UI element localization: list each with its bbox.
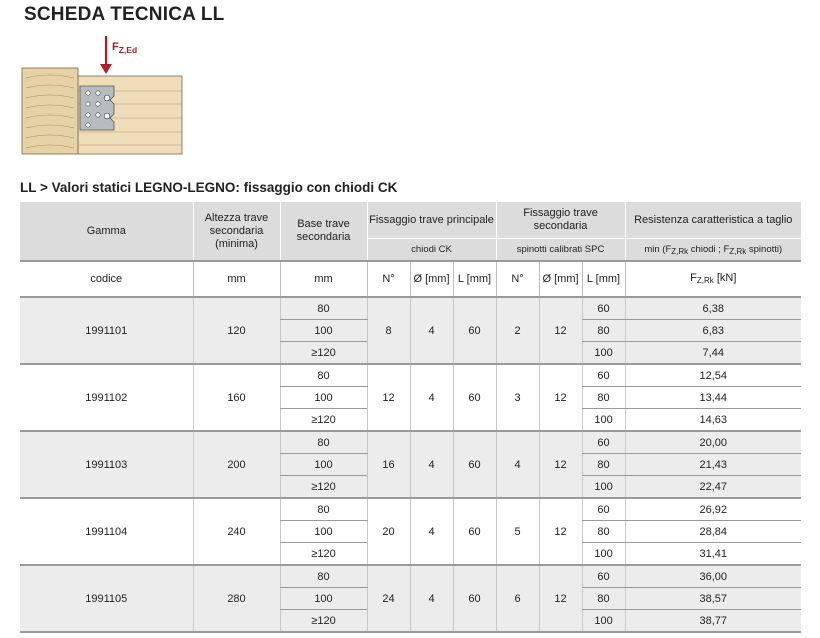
unit-n-chiodi: N° <box>367 261 410 297</box>
force-arrow-icon <box>100 36 112 74</box>
cell-n-chiodi: 20 <box>367 498 410 565</box>
cell-altezza: 280 <box>193 565 280 632</box>
cell-len-spinotti: 100 <box>582 476 625 499</box>
cell-codice: 1991101 <box>20 297 193 364</box>
header-fissaggio-principale: Fissaggio trave principale <box>367 202 496 239</box>
unit-len-chiodi: L [mm] <box>453 261 496 297</box>
cell-f-rk: 12,54 <box>625 364 801 387</box>
unit-n-spinotti: N° <box>496 261 539 297</box>
cell-codice: 1991105 <box>20 565 193 632</box>
cell-f-rk: 6,83 <box>625 320 801 342</box>
cell-base: 80 <box>280 431 367 454</box>
subheader-spinotti: spinotti calibrati SPC <box>496 239 625 262</box>
cell-codice: 1991104 <box>20 498 193 565</box>
unit-altezza: mm <box>193 261 280 297</box>
cell-len-chiodi: 60 <box>453 297 496 364</box>
table-row <box>20 364 801 387</box>
cell-base: ≥120 <box>280 342 367 365</box>
cell-f-rk: 36,00 <box>625 565 801 588</box>
table-row <box>20 565 801 588</box>
cell-n-spinotti: 5 <box>496 498 539 565</box>
unit-len-spinotti: L [mm] <box>582 261 625 297</box>
cell-f-rk: 20,00 <box>625 431 801 454</box>
cell-f-rk: 13,44 <box>625 387 801 409</box>
cell-len-spinotti: 100 <box>582 543 625 566</box>
cell-diam-spinotti: 12 <box>539 498 582 565</box>
cell-diam-chiodi: 4 <box>410 565 453 632</box>
cell-base: 80 <box>280 565 367 588</box>
cell-base: ≥120 <box>280 476 367 499</box>
cell-base: ≥120 <box>280 610 367 633</box>
connector-diagram <box>18 34 188 158</box>
cell-diam-spinotti: 12 <box>539 565 582 632</box>
cell-base: 100 <box>280 454 367 476</box>
cell-base: ≥120 <box>280 543 367 566</box>
cell-len-spinotti: 100 <box>582 610 625 633</box>
subheader-resistenza: $\min (F_{Z,Rk}$ chiodi ; $F_{Z,Rk}$ spinotti) <box>625 239 801 262</box>
unit-codice: codice <box>20 261 193 297</box>
unit-diam-chiodi: Ø [mm] <box>410 261 453 297</box>
cell-f-rk: 31,41 <box>625 543 801 566</box>
header-fissaggio-secondaria: Fissaggio trave secondaria <box>496 202 625 239</box>
cell-n-chiodi: 16 <box>367 431 410 498</box>
header-resistenza: Resistenza caratteristica a taglio <box>625 202 801 239</box>
cell-n-spinotti: 6 <box>496 565 539 632</box>
cell-base: 100 <box>280 387 367 409</box>
static-values-table <box>20 202 801 633</box>
cell-f-rk: 7,44 <box>625 342 801 365</box>
cell-diam-spinotti: 12 <box>539 364 582 431</box>
cell-base: 100 <box>280 588 367 610</box>
table-body <box>20 297 801 632</box>
cell-n-spinotti: 4 <box>496 431 539 498</box>
cell-f-rk: 38,57 <box>625 588 801 610</box>
header-base: Base trave secondaria <box>280 202 367 261</box>
cell-len-spinotti: 60 <box>582 364 625 387</box>
table-row <box>20 297 801 320</box>
cell-base: 100 <box>280 320 367 342</box>
cell-len-spinotti: 60 <box>582 565 625 588</box>
cell-len-chiodi: 60 <box>453 565 496 632</box>
page-title: SCHEDA TECNICA LL <box>24 4 225 25</box>
cell-diam-spinotti: 12 <box>539 297 582 364</box>
cell-len-spinotti: 80 <box>582 588 625 610</box>
cell-len-spinotti: 60 <box>582 431 625 454</box>
cell-n-chiodi: 24 <box>367 565 410 632</box>
cell-len-spinotti: 100 <box>582 409 625 432</box>
cell-diam-chiodi: 4 <box>410 431 453 498</box>
cell-base: 100 <box>280 521 367 543</box>
section-title: LL > Valori statici LEGNO-LEGNO: fissaggio con chiodi CK <box>20 180 398 195</box>
cell-altezza: 240 <box>193 498 280 565</box>
cell-base: ≥120 <box>280 409 367 432</box>
cell-base: 80 <box>280 498 367 521</box>
cell-n-spinotti: 2 <box>496 297 539 364</box>
cell-codice: 1991102 <box>20 364 193 431</box>
main-beam <box>22 68 78 154</box>
cell-diam-chiodi: 4 <box>410 364 453 431</box>
cell-len-spinotti: 80 <box>582 521 625 543</box>
cell-len-chiodi: 60 <box>453 431 496 498</box>
cell-f-rk: 14,63 <box>625 409 801 432</box>
force-label: F <box>112 41 119 53</box>
cell-diam-chiodi: 4 <box>410 498 453 565</box>
cell-len-chiodi: 60 <box>453 498 496 565</box>
cell-n-chiodi: 8 <box>367 297 410 364</box>
cell-len-spinotti: 60 <box>582 297 625 320</box>
unit-f-rk: $F_{Z,Rk}$ [kN] <box>625 261 801 297</box>
cell-len-chiodi: 60 <box>453 364 496 431</box>
table-row <box>20 498 801 521</box>
cell-n-spinotti: 3 <box>496 364 539 431</box>
cell-diam-chiodi: 4 <box>410 297 453 364</box>
cell-f-rk: 21,43 <box>625 454 801 476</box>
svg-text:FZ,Ed <box>112 41 137 55</box>
cell-len-spinotti: 80 <box>582 387 625 409</box>
cell-f-rk: 26,92 <box>625 498 801 521</box>
cell-altezza: 200 <box>193 431 280 498</box>
cell-n-chiodi: 12 <box>367 364 410 431</box>
unit-diam-spinotti: Ø [mm] <box>539 261 582 297</box>
cell-altezza: 120 <box>193 297 280 364</box>
cell-f-rk: 28,84 <box>625 521 801 543</box>
cell-f-rk: 22,47 <box>625 476 801 499</box>
cell-len-spinotti: 80 <box>582 320 625 342</box>
header-altezza: Altezza trave secondaria (minima) <box>193 202 280 261</box>
cell-codice: 1991103 <box>20 431 193 498</box>
cell-len-spinotti: 60 <box>582 498 625 521</box>
cell-len-spinotti: 100 <box>582 342 625 365</box>
header-gamma: Gamma <box>86 224 126 237</box>
table-row <box>20 431 801 454</box>
cell-f-rk: 38,77 <box>625 610 801 633</box>
cell-base: 80 <box>280 364 367 387</box>
cell-base: 80 <box>280 297 367 320</box>
unit-base: mm <box>280 261 367 297</box>
cell-f-rk: 6,38 <box>625 297 801 320</box>
cell-diam-spinotti: 12 <box>539 431 582 498</box>
cell-len-spinotti: 80 <box>582 454 625 476</box>
subheader-chiodi: chiodi CK <box>367 239 496 262</box>
force-label-sub: Z,Ed <box>118 45 138 55</box>
cell-altezza: 160 <box>193 364 280 431</box>
